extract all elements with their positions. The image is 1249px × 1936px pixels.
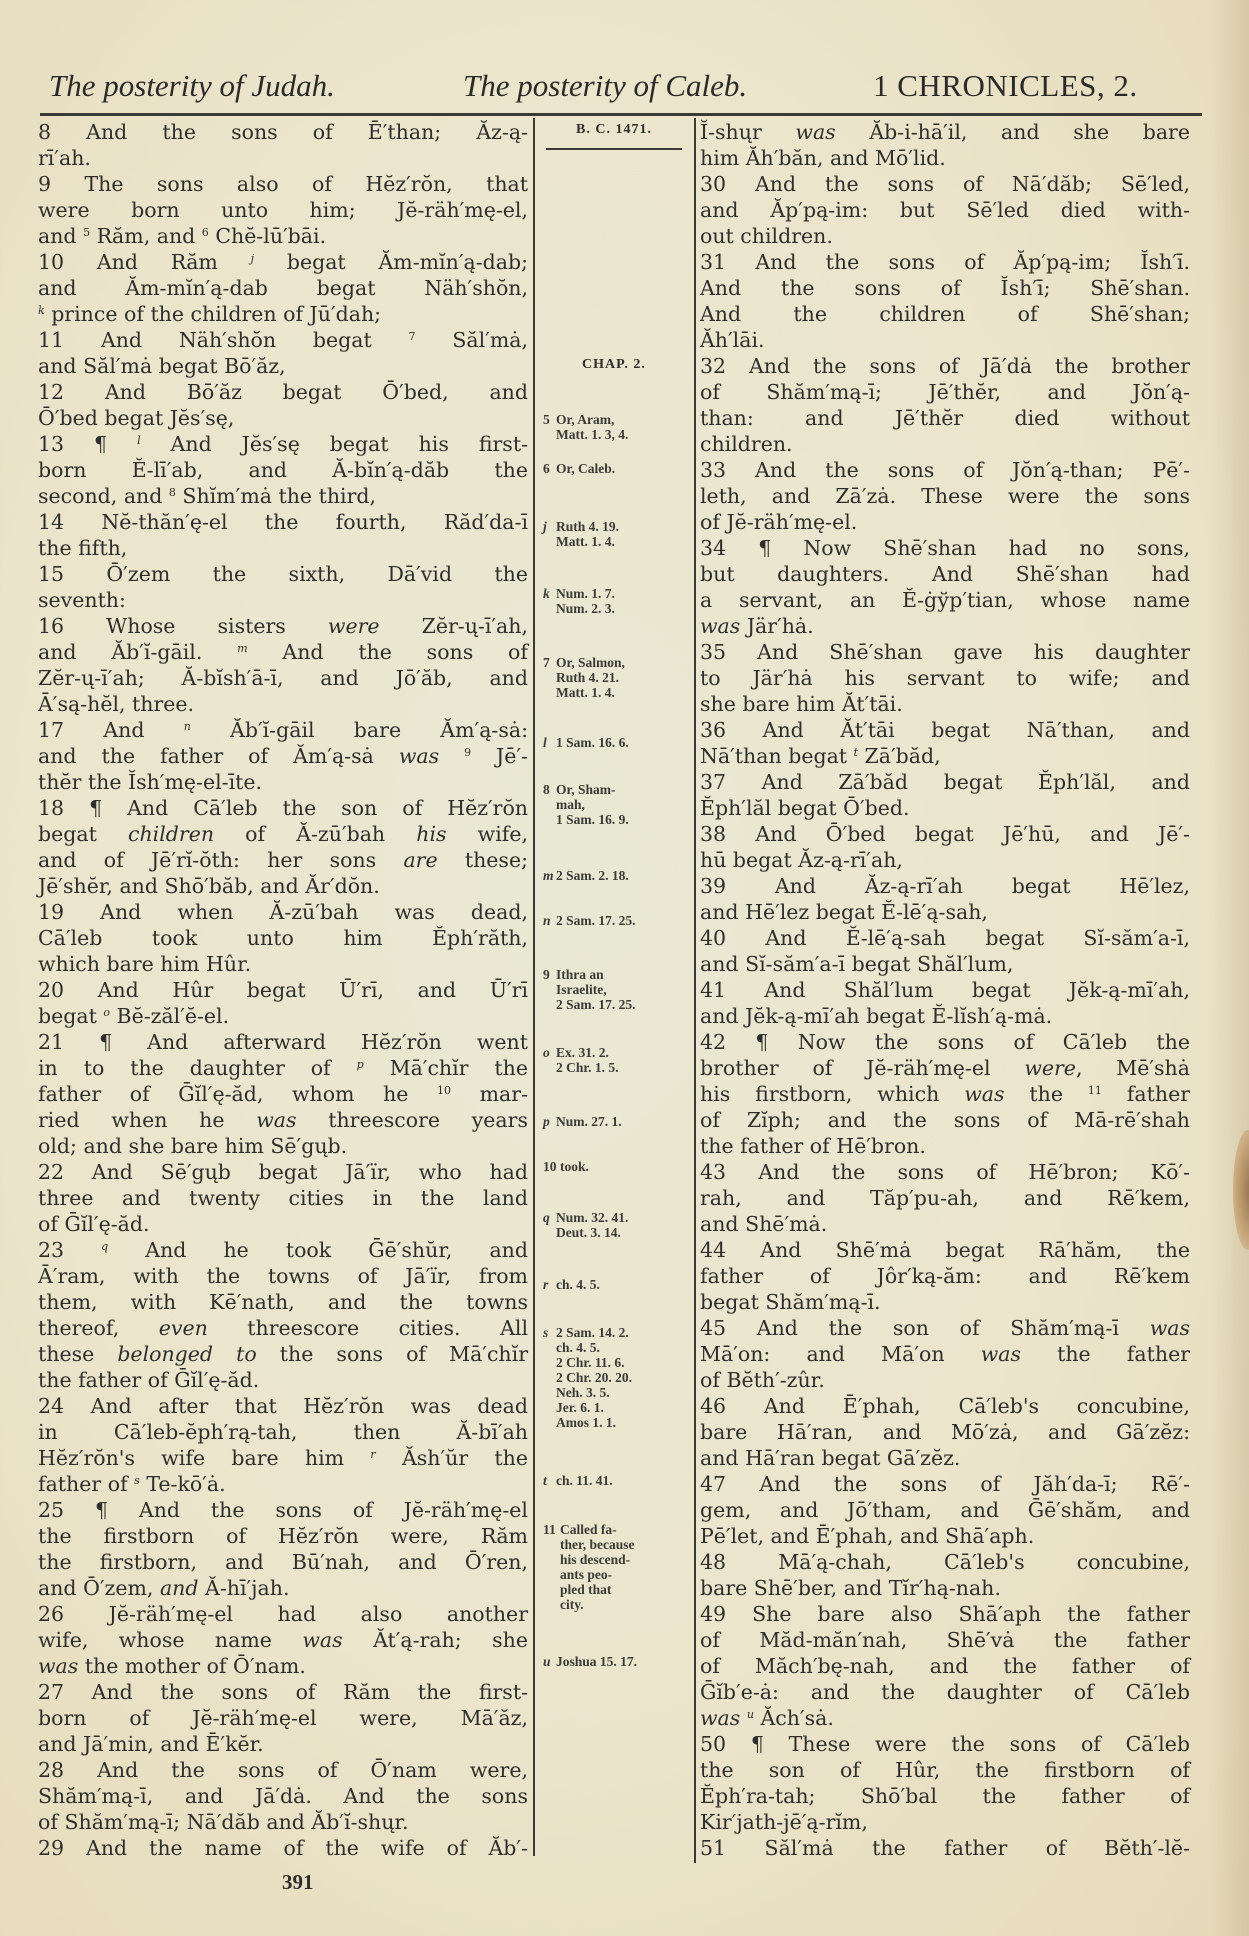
margin-note xyxy=(543,1325,691,1430)
note-text: 2 Sam. 17. 25. xyxy=(556,997,636,1012)
italic-supplied-word: were xyxy=(327,614,380,638)
text-line: 19 And when Ă-zū′bah was dead, xyxy=(38,900,528,924)
text-line: a servant, an Ĕ-ġўp′tian, whose name xyxy=(700,588,1190,612)
text-line: 50 ¶ These were the sons of Cā′leb xyxy=(700,1732,1190,1756)
note-text: Called fa- xyxy=(560,1522,617,1537)
note-marker: 10 xyxy=(543,1159,557,1174)
text-line: but daughters. And Shē′shan had xyxy=(700,562,1190,586)
text-line: Nā′than begat $^t$ Zā′băd, xyxy=(700,744,941,768)
footnote-marker[interactable]: 10 xyxy=(437,1084,452,1097)
note-text: Or, Caleb. xyxy=(556,461,616,476)
note-text: 2 Sam. 14. 2. xyxy=(556,1325,629,1340)
text-line: and Ăp′pą-im: but Sē′led died with- xyxy=(700,198,1190,222)
text-line: and Jĕk-ą-mī′ah begat Ĕ-lĭsh′ą-mȧ. xyxy=(700,1004,1053,1028)
text-line: bare Shē′ber, and Tĭr′hą-nah. xyxy=(700,1576,1001,1600)
note-text: ch. 4. 5. xyxy=(556,1340,600,1355)
text-line: of Măd-măn′nah, Shē′vȧ the father xyxy=(700,1628,1190,1652)
text-line: 29 And the name of the wife of Ăb′- xyxy=(38,1836,528,1860)
text-line: 36 And Ăt′tāi begat Nā′than, and xyxy=(700,718,1190,742)
text-line: Kir′jath-jē′ą-rĭm, xyxy=(700,1810,868,1834)
text-line: 42 ¶ Now the sons of Cā′leb the xyxy=(700,1030,1190,1054)
note-text: 2 Sam. 2. 18. xyxy=(556,868,629,883)
note-text: Matt. 1. 3, 4. xyxy=(556,427,629,442)
text-line: Jē′shĕr, and Shō′băb, and Ăr′dŏn. xyxy=(38,874,380,898)
margin-note xyxy=(543,913,691,928)
note-text: ther, because xyxy=(560,1537,635,1552)
footnote-marker[interactable]: 7 xyxy=(408,330,416,343)
text-line: and Hē′lez begat Ĕ-lē′ą-sah, xyxy=(700,900,988,924)
text-line: And the children of Shē′shan; xyxy=(700,302,1190,326)
note-text: Num. 1. 7. xyxy=(556,586,615,601)
text-line: the firstborn, and Bū′nah, and Ō′ren, xyxy=(38,1550,528,1574)
footnote-marker[interactable]: n xyxy=(183,720,191,733)
text-line: father of Ḡĭl′ę-ăd, whom he $^{10}$ mar- xyxy=(38,1082,528,1106)
text-line: begat Shăm′mą-ī. xyxy=(700,1290,881,1314)
text-line: three and twenty cities in the land xyxy=(38,1186,528,1210)
note-marker: r xyxy=(543,1277,549,1292)
italic-supplied-word: were xyxy=(1024,1056,1076,1080)
margin-note xyxy=(543,519,691,549)
text-line: 13 ¶ $^l$ And Jĕs′sę begat his first- xyxy=(38,432,528,456)
text-line: of Bĕth′-zûr. xyxy=(700,1368,825,1392)
text-line: brother of Jĕ-räh′mę-el were, Mē′shȧ xyxy=(700,1056,1190,1080)
text-line: was the mother of Ō′nam. xyxy=(38,1654,306,1678)
text-line: 34 ¶ Now Shē′shan had no sons, xyxy=(700,536,1190,560)
note-marker: 9 xyxy=(543,967,550,982)
footnote-marker[interactable]: p xyxy=(356,1058,364,1071)
margin-date-rule xyxy=(546,148,682,150)
note-marker: 8 xyxy=(543,782,550,797)
text-line: born Ĕ-lī′ab, and Ă-bĭn′ą-dăb the xyxy=(38,458,528,482)
margin-note xyxy=(543,1522,691,1612)
page-edge-shadow xyxy=(1209,0,1249,1936)
note-text: ants peo- xyxy=(560,1567,613,1582)
text-line: 44 And Shē′mȧ begat Rā′hăm, the xyxy=(700,1238,1190,1262)
text-line: and Shē′mȧ. xyxy=(700,1212,828,1236)
note-text: Israelite, xyxy=(556,982,607,997)
note-text: Jer. 6. 1. xyxy=(556,1400,604,1415)
note-text: 2 Sam. 17. 25. xyxy=(556,913,636,928)
note-marker: s xyxy=(543,1325,549,1340)
italic-supplied-word: belonged to xyxy=(117,1342,257,1366)
text-line: 48 Mā′ą-chah, Cā′leb's concubine, xyxy=(700,1550,1190,1574)
italic-supplied-word: children xyxy=(127,822,215,846)
footnote-marker[interactable]: j xyxy=(250,252,255,265)
text-line: children. xyxy=(700,432,793,456)
text-line: 33 And the sons of Jŏn′ą-than; Pē′- xyxy=(700,458,1190,482)
text-line: ried when he was threescore years xyxy=(38,1108,528,1132)
text-line: 43 And the sons of Hē′bron; Kō′- xyxy=(700,1160,1190,1184)
text-line: and Ăm-mĭn′ą-dab begat Näh′shŏn, xyxy=(38,276,528,300)
italic-supplied-word: are xyxy=(403,848,438,872)
text-line: old; and she bare him Sē′gųb. xyxy=(38,1134,348,1158)
text-line: 46 And Ē′phah, Cā′leb's concubine, xyxy=(700,1394,1190,1418)
text-line: in Cā′leb-ĕph′rą-tah, then Ă-bī′ah xyxy=(38,1420,528,1444)
text-line: gem, and Jō′tham, and Ḡē′shăm, and xyxy=(700,1498,1190,1522)
text-line: 32 And the sons of Jā′dȧ the brother xyxy=(700,354,1190,378)
note-text: Or, Aram, xyxy=(556,412,615,427)
text-line: in to the daughter of $^p$ Mā′chĭr the xyxy=(38,1056,529,1080)
italic-supplied-word: and xyxy=(159,1576,199,1600)
text-line: and Ăb′ĭ-gāil. $^m$ And the sons of xyxy=(38,640,528,664)
italic-supplied-word: was xyxy=(38,1654,79,1678)
note-text: Ruth 4. 19. xyxy=(556,519,620,534)
text-line: 24 And after that Hĕz′rŏn was dead xyxy=(38,1394,528,1418)
text-line: of Ḡĭl′ę-ăd. xyxy=(38,1212,150,1236)
note-text: 2 Chr. 20. 20. xyxy=(556,1370,633,1385)
text-line: to Jär′hȧ his servant to wife; and xyxy=(700,666,1190,690)
note-text: Ex. 31. 2. xyxy=(556,1045,609,1060)
italic-supplied-word: his xyxy=(416,822,447,846)
text-column-left xyxy=(38,119,528,1861)
note-text: 2 Chr. 11. 6. xyxy=(556,1355,625,1370)
note-text: Joshua 15. 17. xyxy=(556,1654,638,1669)
footnote-marker[interactable]: t xyxy=(853,746,858,759)
margin-note xyxy=(543,1114,691,1129)
italic-supplied-word: was xyxy=(1149,1316,1190,1340)
running-head-book-chapter: 1 CHRONICLES, 2. xyxy=(873,68,1138,103)
note-text: Num. 2. 3. xyxy=(556,601,615,616)
text-line: 37 And Zā′băd begat Ĕph′lăl, and xyxy=(700,770,1190,794)
text-line: born of Jĕ-räh′mę-el were, Mā′ăz, xyxy=(38,1706,528,1730)
italic-supplied-word: even xyxy=(158,1316,208,1340)
text-line: 47 And the sons of Jăh′da-ī; Rē′- xyxy=(700,1472,1190,1496)
text-line: his firstborn, which was the $^{11}$ father xyxy=(700,1082,1190,1106)
note-text: pled that xyxy=(560,1582,612,1597)
text-line: and Săl′mȧ begat Bō′ăz, xyxy=(38,354,286,378)
text-line: Zĕr-ų-ī′ah; Ă-bĭsh′ā-ī, and Jō′ăb, and xyxy=(38,666,528,690)
text-line: father of $^s$ Te-kō′ȧ. xyxy=(38,1472,226,1496)
text-line: Pē′let, and Ē′phah, and Shā′aph. xyxy=(700,1524,1035,1548)
note-text: ch. 4. 5. xyxy=(556,1277,600,1292)
text-line: 18 ¶ And Cā′leb the son of Hĕz′rŏn xyxy=(38,796,528,820)
text-line: the father of Ḡĭl′ę-ăd. xyxy=(38,1368,260,1392)
text-line: 41 And Shăl′lum begat Jĕk-ą-mī′ah, xyxy=(700,978,1190,1002)
note-marker: 6 xyxy=(543,461,550,476)
text-line: Shăm′mą-ī, and Jā′dȧ. And the sons xyxy=(38,1784,528,1808)
text-line: Ĕph′ra-tah; Shō′bal the father of xyxy=(700,1784,1190,1808)
text-line: the firstborn of Hĕz′rŏn were, Răm xyxy=(38,1524,528,1548)
note-marker: 7 xyxy=(543,655,550,670)
footnote-marker[interactable]: u xyxy=(746,1708,754,1721)
text-line: Ā′są-hĕl, three. xyxy=(38,692,195,716)
note-text: city. xyxy=(560,1597,584,1612)
text-line: 16 Whose sisters were Zĕr-ų-ī′ah, xyxy=(38,614,528,638)
text-line: 49 She bare also Shā′aph the father xyxy=(700,1602,1190,1626)
note-marker: t xyxy=(543,1473,547,1488)
footnote-marker[interactable]: 6 xyxy=(201,226,209,239)
note-text: Ruth 4. 21. xyxy=(556,670,620,685)
text-line: of Shăm′mą-ī; Nā′dăb and Ăb′ĭ-shųr. xyxy=(38,1810,409,1834)
note-text: Matt. 1. 4. xyxy=(556,685,615,700)
text-line: 21 ¶ And afterward Hĕz′rŏn went xyxy=(38,1030,528,1054)
text-line: and the father of Ăm′ą-sȧ was $^9$ Jē′- xyxy=(38,744,528,768)
text-line: And the sons of Ĭsh′ī; Shē′shan. xyxy=(700,276,1190,300)
text-line: 27 And the sons of Răm the first- xyxy=(38,1680,528,1704)
note-text: Amos 1. 1. xyxy=(556,1415,616,1430)
margin-note xyxy=(543,1473,691,1488)
margin-note xyxy=(543,586,691,616)
footnote-marker[interactable]: o xyxy=(103,1006,110,1019)
note-text: ch. 11. 41. xyxy=(556,1473,613,1488)
text-line: bare Hā′ran, and Mō′zȧ, and Gā′zĕz: xyxy=(700,1420,1190,1444)
text-line: 31 And the sons of Ăp′pą-im; Ĭsh′ī. xyxy=(700,250,1190,274)
text-line: Ăh′lāi. xyxy=(700,328,765,352)
text-line: 23 $^q$ And he took Ḡē′shŭr, and xyxy=(38,1238,529,1262)
note-marker: p xyxy=(543,1114,550,1129)
text-line: 40 And Ĕ-lē′ą-sah begat Sĭ-săm′a-ī, xyxy=(700,926,1190,950)
margin-note xyxy=(543,461,691,476)
text-line: Ĭ-shųr was Ăb-i-hā′il, and she bare xyxy=(700,120,1190,144)
italic-supplied-word: was xyxy=(964,1082,1005,1106)
text-line: than: and Jē′thĕr died without xyxy=(700,406,1190,430)
text-line: 9 The sons also of Hĕz′rŏn, that xyxy=(38,172,528,196)
text-line: and $^5$ Răm, and $^6$ Chĕ-lū′bāi. xyxy=(38,224,327,248)
text-line: and Ō′zem, and Ă-hī′jah. xyxy=(38,1576,290,1600)
text-line: rī′ah. xyxy=(38,146,91,170)
text-line: begat children of Ă-zū′bah his wife, xyxy=(38,822,529,846)
note-marker: u xyxy=(543,1654,551,1669)
margin-note xyxy=(543,782,691,827)
margin-note xyxy=(543,735,691,750)
note-text: Deut. 3. 14. xyxy=(556,1225,621,1240)
text-line: 51 Săl′mȧ the father of Bĕth′-lĕ- xyxy=(700,1836,1190,1860)
text-line: 45 And the son of Shăm′mą-ī was xyxy=(700,1316,1190,1340)
footnote-marker[interactable]: r xyxy=(370,1448,376,1461)
text-line: seventh: xyxy=(38,588,126,612)
running-head-middle: The posterity of Caleb. xyxy=(463,68,748,103)
text-line: Ĕph′lăl begat Ō′bed. xyxy=(700,796,910,820)
text-line: hū begat Ăz-ą-rī′ah, xyxy=(700,848,903,872)
text-line: and Hā′ran begat Gā′zĕz. xyxy=(700,1446,961,1470)
text-line: and Jā′min, and Ē′kĕr. xyxy=(38,1732,264,1756)
text-line: 38 And Ō′bed begat Jē′hū, and Jē′- xyxy=(700,822,1190,846)
note-text: mah, xyxy=(556,797,585,812)
margin-date: B. C. 1471. xyxy=(576,122,652,137)
text-line: of Zĭph; and the sons of Mā-rē′shah xyxy=(700,1108,1190,1132)
text-line: the fifth, xyxy=(38,536,128,560)
header-rule xyxy=(40,113,1202,116)
text-line: 8 And the sons of Ē′than; Ăz-ą- xyxy=(38,120,528,144)
italic-supplied-word: was xyxy=(980,1342,1021,1366)
margin-chapter-label: CHAP. 2. xyxy=(582,357,646,372)
margin-note xyxy=(543,1159,691,1174)
italic-supplied-word: was xyxy=(256,1108,297,1132)
column-divider-left xyxy=(533,118,535,1856)
note-text: 2 Chr. 1. 5. xyxy=(556,1060,619,1075)
text-line: father of Jôr′ką-ăm: and Rē′kem xyxy=(700,1264,1190,1288)
text-line: 17 And $^n$ Ăb′ĭ-gāil bare Ăm′ą-sȧ: xyxy=(38,718,529,742)
text-line: was Jär′hȧ. xyxy=(700,614,814,638)
text-line: them, with Kē′nath, and the towns xyxy=(38,1290,528,1314)
note-marker: l xyxy=(543,735,547,750)
text-line: 26 Jĕ-räh′mę-el had also another xyxy=(38,1602,528,1626)
text-line: thereof, even threescore cities. All xyxy=(38,1316,528,1340)
text-line: Ō′bed begat Jĕs′sę, xyxy=(38,406,235,430)
text-line: 28 And the sons of Ō′nam were, xyxy=(38,1758,528,1782)
text-line: Ā′ram, with the towns of Jā′ïr, from xyxy=(38,1264,528,1288)
footnote-marker[interactable]: m xyxy=(237,642,248,655)
note-marker: k xyxy=(543,586,550,601)
margin-note xyxy=(543,868,691,883)
text-line: the son of Hûr, the firstborn of xyxy=(700,1758,1190,1782)
note-text: 1 Sam. 16. 6. xyxy=(556,735,629,750)
margin-note xyxy=(543,1045,691,1075)
text-line: second, and $^8$ Shĭm′mȧ the third, xyxy=(38,484,377,508)
text-line: wife, whose name was Ăt′ą-rah; she xyxy=(38,1628,528,1652)
text-line: 10 And Răm $^j$ begat Ăm-mĭn′ą-dab; xyxy=(38,250,528,274)
note-text: Or, Salmon, xyxy=(556,655,625,670)
note-text: Num. 27. 1. xyxy=(556,1114,622,1129)
text-line: thĕr the Ĭsh′mę-el-īte. xyxy=(38,770,263,794)
text-line: she bare him Ăt′tāi. xyxy=(700,692,903,716)
note-text: took. xyxy=(560,1159,589,1174)
italic-supplied-word: was xyxy=(700,1706,741,1730)
note-marker: m xyxy=(543,868,554,883)
note-text: his descend- xyxy=(560,1552,631,1567)
text-line: was $^u$ Ăch′sȧ. xyxy=(700,1706,834,1730)
note-marker: j xyxy=(543,519,547,534)
text-line: and Sĭ-săm′a-ī begat Shăl′lum, xyxy=(700,952,1014,976)
text-line: begat $^o$ Bĕ-zăl′ĕ-el. xyxy=(38,1004,230,1028)
text-line: and of Jē′rĭ-ŏth: her sons are these; xyxy=(38,848,528,872)
text-line: were born unto him; Jĕ-räh′mę-el, xyxy=(38,198,528,222)
note-marker: q xyxy=(543,1210,550,1225)
text-line: Cā′leb took unto him Ĕph′răth, xyxy=(38,926,528,950)
note-text: Matt. 1. 4. xyxy=(556,534,615,549)
text-line: the father of Hē′bron. xyxy=(700,1134,926,1158)
footnote-marker[interactable]: 11 xyxy=(1087,1084,1102,1097)
running-head-left: The posterity of Judah. xyxy=(49,68,335,103)
text-line: Ḡĭb′e-ȧ: and the daughter of Cā′leb xyxy=(700,1680,1190,1704)
text-line: rah, and Tăp′pu-ah, and Rē′kem, xyxy=(700,1186,1190,1210)
footnote-marker[interactable]: 8 xyxy=(168,486,176,499)
text-line: of Jĕ-räh′mę-el. xyxy=(700,510,858,534)
text-line: 25 ¶ And the sons of Jĕ-räh′mę-el xyxy=(38,1498,528,1522)
footnote-marker[interactable]: s xyxy=(134,1474,140,1487)
margin-note xyxy=(543,655,691,700)
text-line: 22 And Sē′gųb begat Jā′ïr, who had xyxy=(38,1160,528,1184)
note-marker: o xyxy=(543,1045,550,1060)
text-line: 11 And Näh′shŏn begat $^7$ Săl′mȧ, xyxy=(38,328,529,352)
text-line: 35 And Shē′shan gave his daughter xyxy=(700,640,1190,664)
text-column-right xyxy=(700,119,1190,1861)
text-line: Mā′on: and Mā′on was the father xyxy=(700,1342,1191,1366)
footnote-marker[interactable]: l xyxy=(137,434,141,447)
margin-note xyxy=(543,1210,691,1240)
italic-supplied-word: was xyxy=(795,120,836,144)
margin-note xyxy=(543,1654,691,1669)
text-line: 15 Ō′zem the sixth, Dā′vid the xyxy=(38,562,528,586)
note-text: Num. 32. 41. xyxy=(556,1210,629,1225)
italic-supplied-word: was xyxy=(398,744,440,768)
text-line: these belonged to the sons of Mā′chĭr xyxy=(38,1342,528,1366)
text-line: leth, and Zā′zȧ. These were the sons xyxy=(700,484,1190,508)
italic-supplied-word: was xyxy=(302,1628,343,1652)
text-line: 39 And Ăz-ą-rī′ah begat Hē′lez, xyxy=(700,874,1190,898)
text-line: 12 And Bō′ăz begat Ō′bed, and xyxy=(38,380,528,404)
text-line: $^k$ prince of the children of Jū′dah; xyxy=(38,302,382,326)
text-line: 14 Nĕ-thăn′ę-el the fourth, Răd′da-ī xyxy=(38,510,528,534)
footnote-marker[interactable]: 5 xyxy=(83,226,91,239)
text-line: of Măch′bę-nah, and the father of xyxy=(700,1654,1190,1678)
text-line: him Ăh′băn, and Mō′lid. xyxy=(700,146,946,170)
text-line: 30 And the sons of Nā′dăb; Sē′led, xyxy=(700,172,1190,196)
italic-supplied-word: was xyxy=(700,614,741,638)
note-marker: 5 xyxy=(543,412,550,427)
margin-note xyxy=(543,1277,691,1292)
text-line: which bare him Hûr. xyxy=(38,952,252,976)
margin-note xyxy=(543,412,691,442)
note-text: Or, Sham- xyxy=(556,782,616,797)
text-line: out children. xyxy=(700,224,833,248)
page-number: 391 xyxy=(282,1870,314,1894)
footnote-marker[interactable]: q xyxy=(101,1240,109,1253)
note-text: Ithra an xyxy=(556,967,604,982)
text-line: Hĕz′rŏn's wife bare him $^r$ Ăsh′ŭr the xyxy=(38,1446,528,1470)
note-text: 1 Sam. 16. 9. xyxy=(556,812,629,827)
text-line: 20 And Hûr begat Ū′rī, and Ū′rī xyxy=(38,978,528,1002)
text-line: of Shăm′mą-ī; Jē′thĕr, and Jŏn′ą- xyxy=(700,380,1190,404)
note-marker: n xyxy=(543,913,551,928)
margin-note xyxy=(543,967,691,1012)
footnote-marker[interactable]: 9 xyxy=(464,746,472,759)
footnote-marker[interactable]: k xyxy=(38,304,45,317)
column-divider-right xyxy=(694,118,696,1863)
note-marker: 11 xyxy=(543,1522,556,1537)
note-text: Neh. 3. 5. xyxy=(556,1385,610,1400)
